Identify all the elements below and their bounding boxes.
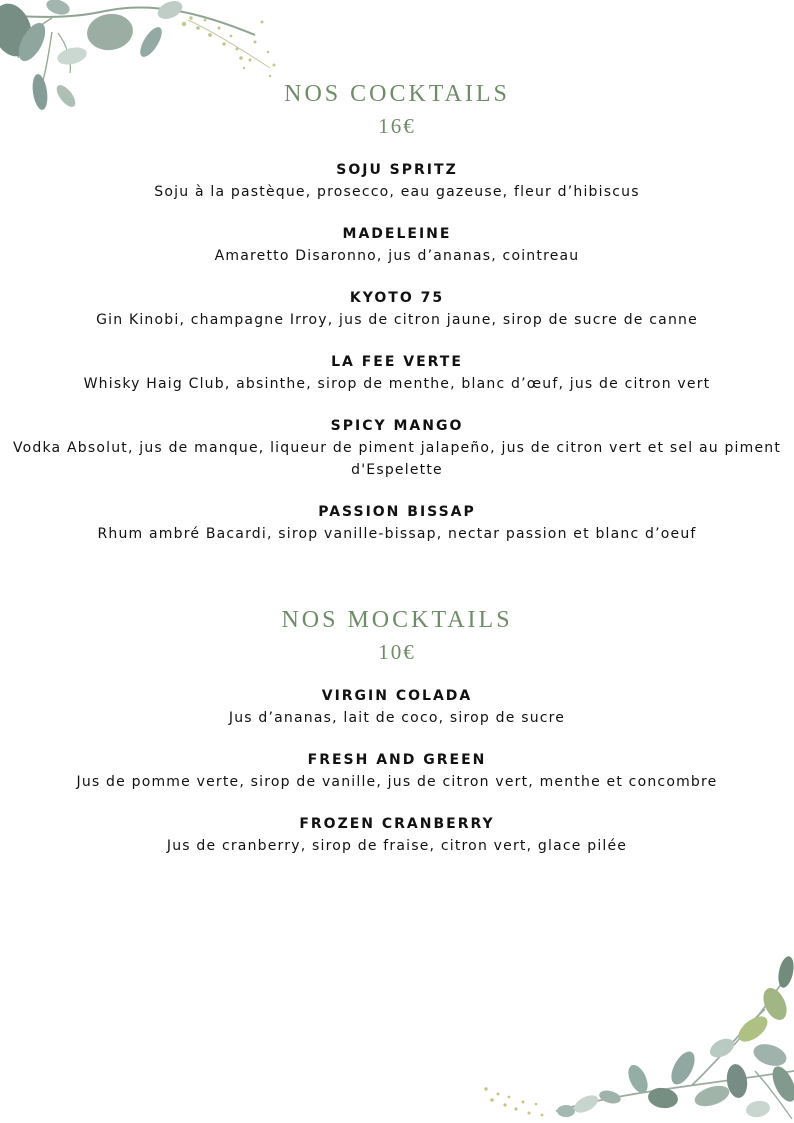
cocktails-price: 16€ <box>378 114 416 138</box>
cocktails-section <box>0 82 794 567</box>
menu-item-description: Soju à la pastèque, prosecco, eau gazeuse, fleur d’hibiscus <box>154 184 640 200</box>
cocktails-title: NOS COCKTAILS <box>284 81 510 107</box>
menu-item-name: FRESH AND GREEN <box>307 752 487 768</box>
menu-item-description: Gin Kinobi, champagne Irroy, jus de citron jaune, sirop de sucre de canne <box>96 312 698 328</box>
menu-item <box>0 417 794 481</box>
menu-item <box>0 503 794 545</box>
menu-item <box>0 815 794 857</box>
menu-item-description: Jus d’ananas, lait de coco, sirop de sucre <box>228 710 566 726</box>
mocktails-price: 10€ <box>378 640 416 664</box>
menu-item-name: LA FEE VERTE <box>331 354 463 370</box>
menu-item <box>0 687 794 729</box>
eucalyptus-leaves-icon <box>474 953 794 1123</box>
menu-item-name: MADELEINE <box>342 226 452 242</box>
menu-item <box>0 353 794 395</box>
menu-item-description: Rhum ambré Bacardi, sirop vanille-bissap, nectar passion et blanc d’oeuf <box>97 526 697 542</box>
cocktails-list <box>0 161 794 545</box>
menu-item <box>0 225 794 267</box>
menu-item-name: SOJU SPRITZ <box>336 162 458 178</box>
menu-item-name: PASSION BISSAP <box>318 504 476 520</box>
menu-item-name: VIRGIN COLADA <box>321 688 473 704</box>
menu-item-description: Jus de pomme verte, sirop de vanille, jus de citron vert, menthe et concombre <box>76 774 718 790</box>
menu-item-description: Jus de cranberry, sirop de fraise, citron vert, glace pilée <box>166 838 628 854</box>
menu-item <box>0 161 794 203</box>
mocktails-list <box>0 687 794 857</box>
mocktails-section <box>0 608 794 879</box>
menu-item-name: KYOTO 75 <box>349 290 445 306</box>
menu-item-name: SPICY MANGO <box>330 418 464 434</box>
menu-item <box>0 751 794 793</box>
menu-item-description: Amaretto Disaronno, jus d’ananas, cointreau <box>214 248 580 264</box>
menu-item-description: Vodka Absolut, jus de manque, liqueur de piment jalapeño, jus de citron vert et sel au piment d'Espelette <box>12 440 782 478</box>
menu-item-description: Whisky Haig Club, absinthe, sirop de menthe, blanc d’œuf, jus de citron vert <box>83 376 711 392</box>
menu-item <box>0 289 794 331</box>
menu-item-name: FROZEN CRANBERRY <box>299 816 495 832</box>
mocktails-title: NOS MOCKTAILS <box>281 607 513 633</box>
